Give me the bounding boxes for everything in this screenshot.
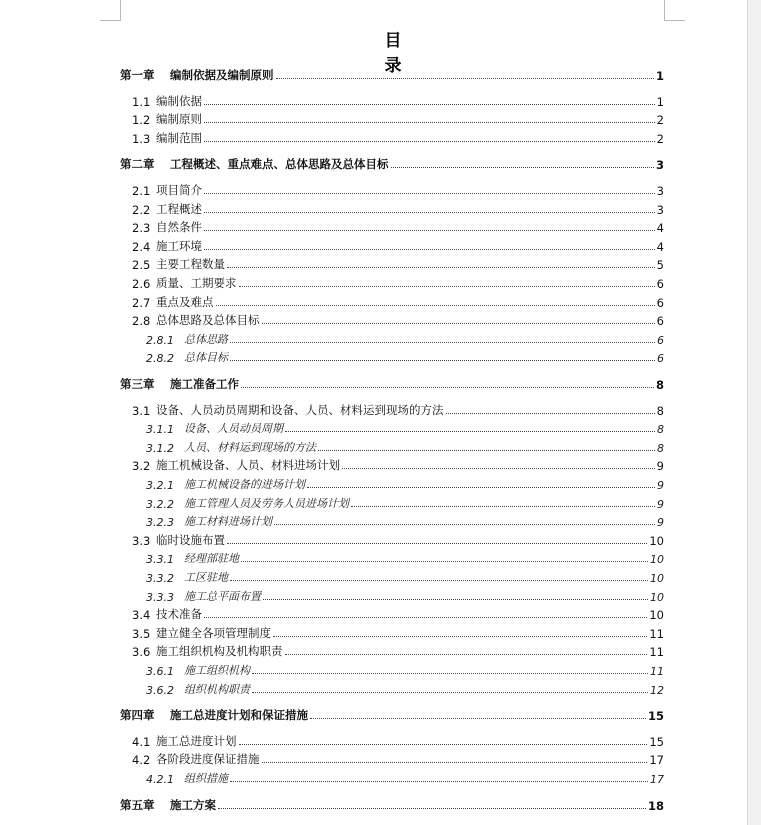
toc-entry-text: 建立健全各项管理制度: [156, 625, 271, 640]
toc-entry-number: 4.2: [132, 753, 151, 768]
toc-section-entry[interactable]: [132, 400, 664, 418]
toc-page-number: 12: [650, 683, 664, 697]
toc-entry-number: 3.5: [132, 626, 151, 641]
toc-entry-text: 施工机械设备、人员、材料进场计划: [156, 458, 340, 473]
toc-dot-leader: [204, 193, 655, 194]
toc-subsection-entry[interactable]: [146, 679, 664, 697]
toc-entry-number: 3.3.3: [146, 590, 174, 604]
toc-entry-text: 设备、人员动员周期和设备、人员、材料运到现场的方法: [156, 402, 444, 417]
toc-page-number: 6: [657, 352, 664, 366]
vertical-scrollbar[interactable]: [747, 0, 761, 825]
toc-entry-text: 编制依据及编制原则: [170, 68, 274, 82]
toc-entry-text: 施工准备工作: [170, 377, 239, 391]
toc-dot-leader: [307, 487, 655, 488]
toc-entry-text: 各阶段进度保证措施: [156, 752, 260, 767]
toc-entry-number: 2.5: [132, 258, 151, 273]
toc-page-number: 8: [655, 378, 664, 392]
toc-dot-leader: [391, 167, 654, 168]
toc-section-entry[interactable]: [132, 310, 664, 328]
toc-page-number: 10: [649, 608, 664, 623]
toc-entry-number: 3.6: [132, 645, 151, 660]
toc-entry-number: 第一章: [120, 68, 155, 82]
toc-page-number: 8: [656, 403, 664, 418]
toc-entry-number: 3.6.1: [146, 665, 174, 678]
toc-subsection-entry[interactable]: [146, 418, 664, 436]
toc-subsection-entry[interactable]: [146, 493, 664, 511]
toc-page-number: 3: [655, 158, 664, 173]
toc-dot-leader: [204, 249, 655, 250]
toc-entry-number: 3.2.2: [146, 497, 174, 511]
toc-entry-number: 3.3: [132, 533, 151, 548]
toc-page-number: 6: [656, 314, 664, 329]
toc-page-number: 10: [650, 553, 664, 567]
toc-subsection-entry[interactable]: [146, 347, 664, 365]
toc-subsection-entry[interactable]: [146, 548, 664, 566]
toc-entry-number: 2.1: [132, 184, 151, 198]
toc-page-number: 9: [657, 516, 664, 530]
toc-chapter-entry[interactable]: [120, 154, 664, 172]
toc-page-number: 10: [650, 572, 664, 585]
toc-page-number: 11: [650, 665, 664, 678]
toc-page-number: 15: [647, 709, 664, 724]
margin-corner-mark-right: [664, 0, 685, 21]
toc-page-number: 6: [656, 277, 664, 291]
toc-page-number: 2: [656, 113, 664, 128]
toc-dot-leader: [252, 673, 648, 674]
toc-dot-leader: [351, 506, 655, 507]
toc-dot-leader: [342, 468, 655, 469]
toc-dot-leader: [262, 323, 655, 324]
toc-entry-text: 施工管理人员及劳务人员进场计划: [184, 496, 349, 510]
toc-dot-leader: [274, 524, 655, 525]
toc-section-entry[interactable]: [132, 217, 664, 235]
toc-section-entry[interactable]: [132, 731, 664, 749]
toc-page-number: 8: [657, 441, 664, 455]
toc-entry-text: 临时设施布置: [156, 532, 225, 547]
toc-entry-text: 编制依据: [156, 93, 202, 108]
toc-dot-leader: [276, 78, 654, 79]
toc-page-number: 6: [656, 295, 664, 310]
toc-entry-text: 施工机械设备的进场计划: [184, 478, 305, 491]
toc-entry-number: 3.1.2: [146, 441, 174, 455]
toc-page-number: 15: [649, 734, 664, 749]
toc-section-entry[interactable]: [132, 530, 664, 548]
toc-entry-text: 施工材料进场计划: [184, 515, 272, 529]
toc-entry-text: 工程概述、重点难点、总体思路及总体目标: [170, 157, 389, 172]
toc-section-entry[interactable]: [132, 254, 664, 272]
toc-page-number: 6: [657, 333, 664, 347]
toc-dot-leader: [204, 122, 655, 123]
toc-subsection-entry[interactable]: [146, 567, 664, 585]
toc-title: 目 录: [384, 31, 436, 76]
toc-entry-text: 总体目标: [184, 351, 228, 365]
toc-dot-leader: [216, 305, 655, 306]
toc-dot-leader: [218, 808, 646, 809]
toc-entry-number: 1.3: [132, 131, 151, 146]
toc-entry-number: 2.8: [132, 314, 151, 329]
toc-entry-text: 总体思路: [184, 332, 228, 346]
toc-entry-number: 2.7: [132, 295, 151, 310]
toc-entry-text: 施工总进度计划: [156, 733, 237, 748]
toc-page-number: 3: [656, 184, 664, 198]
toc-entry-text: 技术准备: [156, 607, 202, 622]
toc-subsection-entry[interactable]: [146, 586, 664, 604]
toc-entry-number: 4.2.1: [146, 773, 174, 786]
toc-dot-leader: [318, 450, 655, 451]
toc-entry-text: 施工方案: [170, 797, 216, 812]
toc-entry-text: 组织机构职责: [184, 682, 250, 696]
toc-dot-leader: [446, 413, 655, 414]
toc-page-number: 9: [657, 479, 664, 492]
toc-section-entry[interactable]: [132, 236, 664, 254]
toc-page-number: 4: [656, 239, 664, 254]
toc-entry-number: 3.2.1: [146, 479, 174, 492]
toc-entry-number: 第三章: [120, 377, 155, 391]
toc-entry-number: 2.4: [132, 239, 151, 254]
toc-entry-text: 编制原则: [156, 112, 202, 127]
toc-entry-number: 2.8.2: [146, 352, 174, 366]
toc-entry-number: 3.1: [132, 403, 151, 418]
toc-entry-text: 施工组织机构及机构职责: [156, 644, 283, 659]
toc-section-entry[interactable]: [132, 641, 664, 659]
toc-dot-leader: [239, 286, 655, 287]
toc-entry-text: 人员、材料运到现场的方法: [184, 440, 316, 454]
toc-page-number: 17: [650, 773, 664, 786]
toc-page-number: 9: [657, 497, 664, 511]
toc-dot-leader: [273, 636, 647, 637]
toc-entry-number: 第二章: [120, 157, 155, 172]
toc-entry-number: 3.6.2: [146, 683, 174, 697]
toc-entry-text: 编制范围: [156, 130, 202, 145]
toc-page-number: 2: [656, 131, 664, 146]
toc-section-entry[interactable]: [132, 109, 664, 127]
toc-section-entry[interactable]: [132, 128, 664, 146]
toc-dot-leader: [204, 141, 655, 142]
toc-entry-number: 2.2: [132, 202, 151, 217]
toc-page-number: 3: [656, 202, 664, 217]
toc-entry-text: 组织措施: [184, 772, 228, 785]
toc-chapter-entry[interactable]: [120, 65, 664, 83]
toc-entry-text: 质量、工期要求: [156, 276, 237, 290]
toc-page-number: 11: [649, 626, 664, 641]
toc-dot-leader: [262, 762, 648, 763]
toc-subsection-entry[interactable]: [146, 474, 664, 492]
toc-page-number: 1: [656, 94, 664, 109]
margin-corner-mark-left: [100, 0, 121, 21]
toc-page-number: 17: [649, 753, 664, 768]
toc-entry-text: 总体思路及总体目标: [156, 313, 260, 328]
toc-dot-leader: [230, 342, 655, 343]
toc-dot-leader: [227, 543, 647, 544]
toc-dot-leader: [239, 744, 648, 745]
toc-entry-text: 项目简介: [156, 183, 202, 197]
toc-entry-number: 3.3.1: [146, 553, 174, 567]
toc-entry-text: 施工环境: [156, 238, 202, 253]
toc-section-entry[interactable]: [132, 180, 664, 198]
toc-section-entry[interactable]: [132, 273, 664, 291]
toc-entry-number: 1.2: [132, 113, 151, 128]
toc-entry-number: 第五章: [120, 797, 155, 812]
toc-page-number: 10: [650, 590, 664, 604]
toc-section-entry[interactable]: [132, 455, 664, 473]
toc-section-entry[interactable]: [132, 623, 664, 641]
toc-dot-leader: [285, 654, 648, 655]
toc-subsection-entry[interactable]: [146, 660, 664, 678]
toc-dot-leader: [230, 360, 655, 361]
toc-section-entry[interactable]: [132, 91, 664, 109]
toc-dot-leader: [310, 718, 646, 719]
toc-entry-number: 3.2.3: [146, 516, 174, 530]
toc-entry-number: 3.1.1: [146, 423, 174, 437]
toc-dot-leader: [263, 599, 648, 600]
toc-entry-text: 工程概述: [156, 201, 202, 216]
toc-entry-number: 1.1: [132, 94, 151, 109]
toc-subsection-entry[interactable]: [146, 511, 664, 529]
toc-page-number: 10: [649, 533, 664, 548]
toc-chapter-entry[interactable]: [120, 795, 664, 813]
toc-dot-leader: [252, 692, 648, 693]
toc-chapter-entry[interactable]: [120, 374, 664, 392]
toc-dot-leader: [227, 267, 655, 268]
toc-dot-leader: [204, 212, 655, 213]
toc-subsection-entry[interactable]: [146, 329, 664, 347]
toc-dot-leader: [204, 104, 655, 105]
toc-entry-text: 自然条件: [156, 220, 202, 235]
toc-entry-text: 施工总平面布置: [184, 589, 261, 603]
toc-entry-number: 4.1: [132, 734, 151, 749]
toc-dot-leader: [230, 781, 648, 782]
toc-page-number: 1: [655, 69, 664, 83]
toc-entry-text: 施工组织机构: [184, 664, 250, 677]
toc-entry-number: 3.3.2: [146, 572, 174, 585]
toc-dot-leader: [204, 230, 655, 231]
toc-section-entry[interactable]: [132, 292, 664, 310]
toc-section-entry[interactable]: [132, 749, 664, 767]
toc-section-entry[interactable]: [132, 604, 664, 622]
toc-entry-text: 重点及难点: [156, 294, 214, 309]
toc-dot-leader: [230, 580, 648, 581]
toc-section-entry[interactable]: [132, 199, 664, 217]
toc-entry-text: 工区驻地: [184, 571, 228, 584]
toc-entry-text: 主要工程数量: [156, 257, 225, 272]
toc-dot-leader: [241, 561, 648, 562]
toc-page-number: 8: [657, 423, 664, 437]
toc-entry-text: 设备、人员动员周期: [184, 422, 283, 436]
toc-page-number: 4: [656, 221, 664, 236]
toc-dot-leader: [204, 617, 647, 618]
toc-subsection-entry[interactable]: [146, 768, 664, 786]
toc-entry-text: 经理部驻地: [184, 552, 239, 566]
toc-dot-leader: [285, 431, 655, 432]
toc-page-number: 11: [649, 645, 664, 660]
toc-page-number: 5: [656, 258, 664, 273]
toc-entry-number: 2.6: [132, 277, 151, 291]
toc-entry-number: 2.8.1: [146, 333, 174, 347]
toc-entry-number: 3.2: [132, 459, 151, 474]
toc-page-number: 18: [647, 798, 664, 813]
toc-subsection-entry[interactable]: [146, 437, 664, 455]
toc-entry-number: 第四章: [120, 708, 155, 723]
toc-entry-number: 3.4: [132, 608, 151, 623]
toc-page-number: 9: [656, 459, 664, 474]
toc-chapter-entry[interactable]: [120, 705, 664, 723]
toc-dot-leader: [241, 387, 654, 388]
toc-entry-text: 施工总进度计划和保证措施: [170, 708, 308, 723]
toc-entry-number: 2.3: [132, 221, 151, 236]
